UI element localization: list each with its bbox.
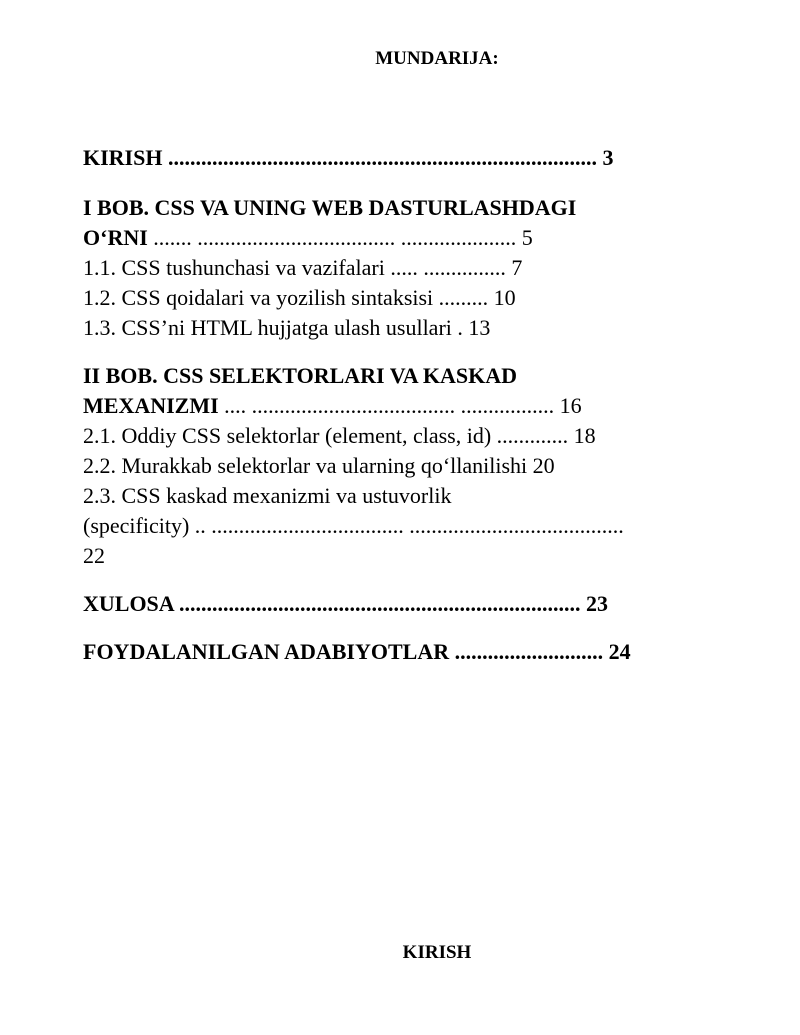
toc-chapter-2-mexanizmi: MEXANIZMI [83,393,219,418]
toc-title: MUNDARIJA: [375,48,499,69]
toc-entry-xulosa: XULOSA ......................................................................... 23 [83,591,608,616]
toc-chapter-1-title-cont [83,223,533,253]
toc-entry-2-3-page: 22 [83,543,105,568]
toc-chapter-2-leader: .... ..................................... ................. 16 [218,393,582,418]
toc-chapter-1-title: I BOB. CSS VA UNING WEB DASTURLASHDAGI [83,195,577,220]
toc-entry-kirish [83,143,613,173]
toc-entry-2-3: 2.3. CSS kaskad mexanizmi va ustuvorlik [83,483,452,508]
toc-entry-2-1: 2.1. Oddiy CSS selektorlar (element, class, id) ............. 18 [83,423,596,448]
toc-entry-1-3: 1.3. CSS’ni HTML hujjatga ulash usullari . 13 [83,315,491,340]
toc-chapter-1-orni: O‘RNI [83,225,148,250]
toc-entry-kirish-label: KIRISH .............................................................................. 3 [83,145,614,170]
next-section-heading: KIRISH [402,942,472,963]
toc-entry-1-1: 1.1. CSS tushunchasi va vazifalari ..... ............... 7 [83,255,523,280]
toc-entry-2-2: 2.2. Murakkab selektorlar va ularning qo‘llanilishi 20 [83,453,555,478]
toc-entry-adabiyotlar: FOYDALANILGAN ADABIYOTLAR ........................... 24 [83,639,631,664]
toc-entry-1-2: 1.2. CSS qoidalari va yozilish sintaksisi ......... 10 [83,285,516,310]
toc-entry-2-3-cont: (specificity) .. ................................... ....................................... [83,513,624,538]
toc-chapter-2-title: II BOB. CSS SELEKTORLARI VA KASKAD [83,363,518,388]
toc-chapter-1-leader: ....... .................................... ..................... 5 [147,225,533,250]
toc-chapter-2-title-cont [83,391,582,421]
